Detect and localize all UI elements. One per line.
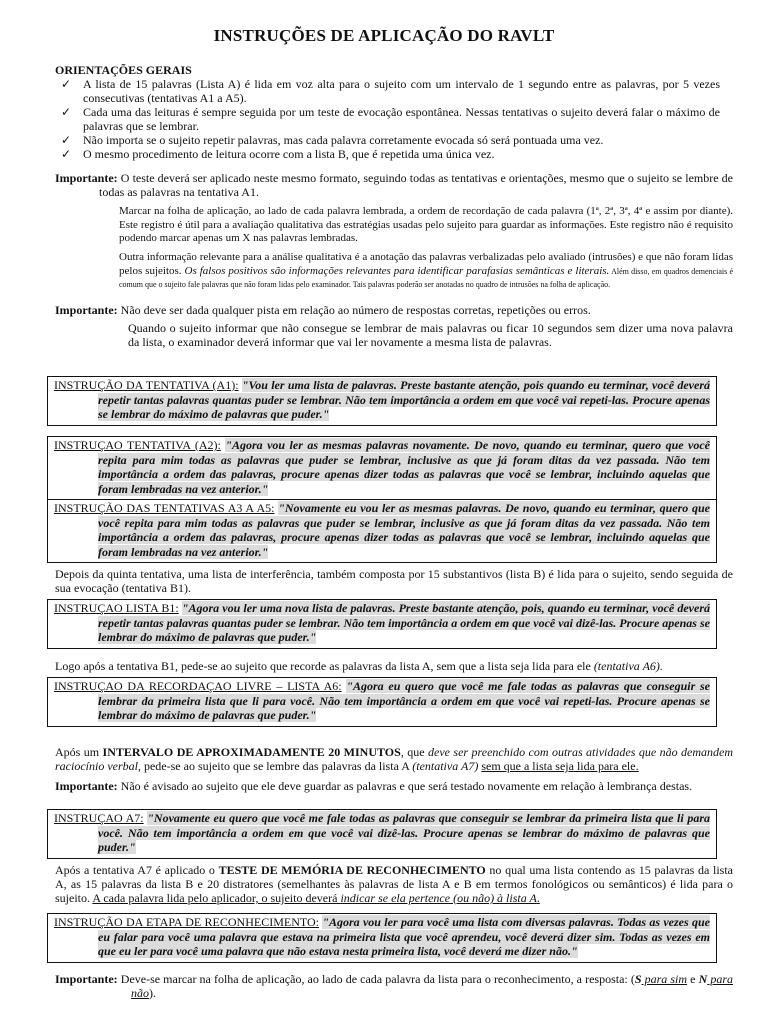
paragraph-bold: TESTE DE MEMÓRIA DE RECONHECIMENTO — [218, 863, 486, 877]
box-quote: "Agora vou ler para você uma lista com diversas palavras. Todas as vezes que eu falar para você uma palavra que estava na primeira lista que você aprendeu, você deverá dizer sim. Todas as vezes em que eu ler para você uma palavra que não estava nesta primeira lista, você deverá me dizer não." — [98, 915, 710, 958]
instruction-box-a3-a5 — [47, 499, 717, 563]
list-item-text: Cada uma das leituras é sempre seguida por um teste de evocação espontânea. Nessas tentativas o sujeito deverá falar o máximo de palavras que se lembrar. — [83, 105, 720, 133]
box-heading: INSTRUÇAO LISTA B1: — [54, 601, 179, 615]
important-label: Importante: — [55, 779, 118, 793]
box-heading: INSTRUÇÃO DAS TENTATIVAS A3 A A5: — [54, 501, 275, 515]
important-label: Importante: — [55, 972, 118, 986]
important-text: e — [687, 972, 699, 986]
paragraph-underline-italic: indicar se ela pertence (ou não) à lista A — [340, 891, 537, 905]
paragraph-underline: A cada palavra lida pelo aplicador, o sujeito deverá — [92, 891, 341, 905]
paragraph-text: Após um — [55, 745, 103, 759]
important-note-4 — [55, 972, 733, 1000]
important-note-2-para2: Quando o sujeito informar que não consegue se lembrar de mais palavras ou ficar 10 segundos sem dizer uma nova palavra da lista, o examinador deverá informar que vai ler novamente a mesma lista de palavras. — [128, 321, 733, 349]
important-note-2 — [55, 303, 733, 317]
important-note-1 — [55, 171, 733, 199]
recognition-paragraph — [55, 863, 733, 905]
box-quote: "Vou ler uma lista de palavras. Preste bastante atenção, pois quando eu terminar, você deverá repetir tantas palavras quantas puder se lembrar. Não tem importância a ordem em que você vai repeti-las. Procure apenas se lembrar do máximo de palavras que puder." — [98, 378, 710, 421]
paragraph-underline: sem que a lista seja lida para ele. — [481, 759, 639, 773]
box-heading: INSTRUÇÃO DA TENTATIVA (A1): — [54, 378, 239, 392]
box-heading: INSTRUÇAO A7: — [54, 811, 144, 825]
instruction-box-a2 — [47, 436, 717, 500]
box-heading: INSTRUÇÃO DA ETAPA DE RECONHECIMENTO: — [54, 915, 319, 929]
important-text: Não é avisado ao sujeito que ele deve guardar as palavras e que será testado novamente em relação à lembrança destas. — [120, 779, 693, 793]
answer-s-meaning: para sim — [641, 972, 688, 986]
box-quote: "Novamente eu quero que você me fale todas as palavras que conseguir se lembrar da primeira lista que li para você. Não tem importância a ordem em que você vai dizê-las. Procure apenas se lembrar do máximo de palavras que puder." — [98, 811, 711, 854]
list-item-text: A lista de 15 palavras (Lista A) é lida em voz alta para o sujeito com um intervalo de 1 segundo entre as palavras, por 5 vezes consecutivas (tentativas A1 a A5). — [83, 77, 720, 105]
paragraph-bold: INTERVALO DE APROXIMADAMENTE 20 MINUTOS — [102, 745, 401, 759]
list-item — [55, 133, 720, 147]
list-item — [55, 105, 720, 133]
instruction-box-a1 — [47, 376, 717, 426]
paragraph-underline: . — [536, 891, 540, 905]
list-item — [55, 147, 720, 161]
list-item — [55, 77, 720, 105]
checkmark-icon: ✓ — [61, 133, 72, 147]
answer-s: S — [634, 972, 642, 986]
box-heading: INSTRUÇAO TENTATIVA (A2): — [54, 438, 221, 452]
checkmark-icon: ✓ — [61, 77, 72, 91]
checkmark-icon: ✓ — [61, 147, 72, 161]
paragraph-italic: (tentativa A6). — [593, 659, 663, 673]
para3-small: Além disso, em quadros demenciais é comum que o sujeito fale palavras que não foram lidas pelo examinador. Tais palavras poderão ser anotadas no quadro de intrusões na folha de aplicação. — [119, 266, 733, 289]
list-item-text: O mesmo procedimento de leitura ocorre com a lista B, que é repetida uma única vez. — [83, 147, 495, 161]
box-quote: "Agora vou ler as mesmas palavras novamente. De novo, quando eu terminar, quero que você repita para mim todas as palavras que puder se lembrar, inclusive as que já foram ditas da vez passada. Não tem importância a ordem das palavras, procure apenas dizer todas as palavras que você se lembrar, incluindo aquelas que foram lembradas na vez anterior." — [98, 438, 711, 496]
important-text: Não deve ser dada qualquer pista em relação ao número de respostas corretas, repetições ou erros. — [120, 303, 591, 317]
important-note-3 — [55, 779, 733, 793]
instruction-box-b1 — [47, 599, 717, 649]
general-list — [55, 77, 720, 161]
instruction-box-a6 — [47, 677, 717, 727]
paragraph-italic: (tentativa A7) — [412, 759, 479, 773]
important-label: Importante: — [55, 303, 118, 317]
instruction-box-recognition — [47, 913, 717, 963]
para3-italic: Os falsos positivos são informações relevantes para identificar parafasias semânticas e literais. — [184, 264, 610, 277]
important-note-1-para2: Marcar na folha de aplicação, ao lado de cada palavra lembrada, a ordem de recordação de cada palavra (1ª, 2ª, 3ª, 4ª e assim por diante). Este registro é útil para a avaliação qualitativa das estratégias usadas pelo sujeito para guardar as informações. Este registro não é requisito podendo marcar apenas um X nas palavras lembradas. — [119, 205, 733, 244]
box-heading: INSTRUÇAO DA RECORDAÇAO LIVRE – LISTA A6: — [54, 679, 342, 693]
important-note-1-para3 — [119, 251, 733, 292]
important-note-1-lead — [55, 171, 733, 199]
paragraph-text: , que — [400, 745, 429, 759]
answer-n: N — [698, 972, 708, 986]
answer-n-meaning: para não — [131, 972, 733, 1000]
instruction-box-a7 — [47, 809, 717, 859]
box-quote: "Novamente eu vou ler as mesmas palavras. De novo, quando eu terminar, quero que você repita para mim todas as palavras que puder se lembrar, inclusive as que já foram ditas da vez passada. Não tem importância a ordem das palavras, procure apenas dizer todas as palavras que você se lembrar, incluindo aquelas que foram lembradas na vez anterior." — [98, 501, 710, 559]
para3-text: Outra informação relevante para a análise qualitativa é a anotação das palavras verbalizadas pelo avaliado (intrusões) e que não foram lidas pelos sujeitos. — [119, 251, 733, 277]
box-quote: "Agora eu quero que você me fale todas as palavras que conseguir se lembrar da primeira lista que li para você. Não tem importância a ordem em que você vai repeti-las. Procure apenas se lembrar do máximo de palavras que puder." — [98, 679, 711, 722]
after-b1-paragraph — [55, 659, 733, 673]
page-title: INSTRUÇÕES DE APLICAÇÃO DO RAVLT — [213, 26, 555, 45]
important-text: O teste deverá ser aplicado neste mesmo formato, seguindo todas as tentativas e orientações, mesmo que o sujeito se lembre de todas as palavras na tentativa A1. — [99, 171, 734, 199]
interval-paragraph — [55, 745, 733, 773]
paragraph-text: no qual uma lista contendo as 15 palavras da lista A, as 15 palavras da lista B e 20 distratores (semelhantes às palavras de lista A e B em termos fonológicos ou semânticos) é lida para o sujeito. — [55, 863, 734, 905]
paragraph-text: Logo após a tentativa B1, pede-se ao sujeito que recorde as palavras da lista A, sem que a lista seja lida para ele — [55, 659, 594, 673]
important-text: ). — [149, 986, 156, 1000]
list-item-text: Não importa se o sujeito repetir palavras, mas cada palavra corretamente evocada só será pontuada uma vez. — [83, 133, 604, 147]
important-text: Deve-se marcar na folha de aplicação, ao lado de cada palavra da lista para o reconhecimento, a resposta: ( — [120, 972, 635, 986]
general-heading: ORIENTAÇÕES GERAIS — [55, 63, 192, 77]
paragraph-text: , pede-se ao sujeito que se lembre das palavras da lista A — [137, 759, 413, 773]
checkmark-icon: ✓ — [61, 105, 72, 119]
after-a5-paragraph: Depois da quinta tentativa, uma lista de interferência, também composta por 15 substantivos (lista B) é lida para o sujeito, sendo seguida de sua evocação (tentativa B1). — [55, 567, 733, 595]
paragraph-text: Após a tentativa A7 é aplicado o — [55, 863, 219, 877]
box-quote: "Agora vou ler uma nova lista de palavras. Preste bastante atenção, pois, quando eu terminar, você deverá repetir tantas palavras quantas puder se lembrar. Não tem importância a ordem em que você vai dizê-las. Procure apenas se lembrar do máximo de palavras que puder." — [98, 601, 711, 644]
important-label: Importante: — [55, 171, 118, 185]
general-section — [55, 63, 720, 161]
paragraph-italic: deve ser preenchido com outras atividades que não demandem raciocínio verbal — [55, 745, 733, 773]
